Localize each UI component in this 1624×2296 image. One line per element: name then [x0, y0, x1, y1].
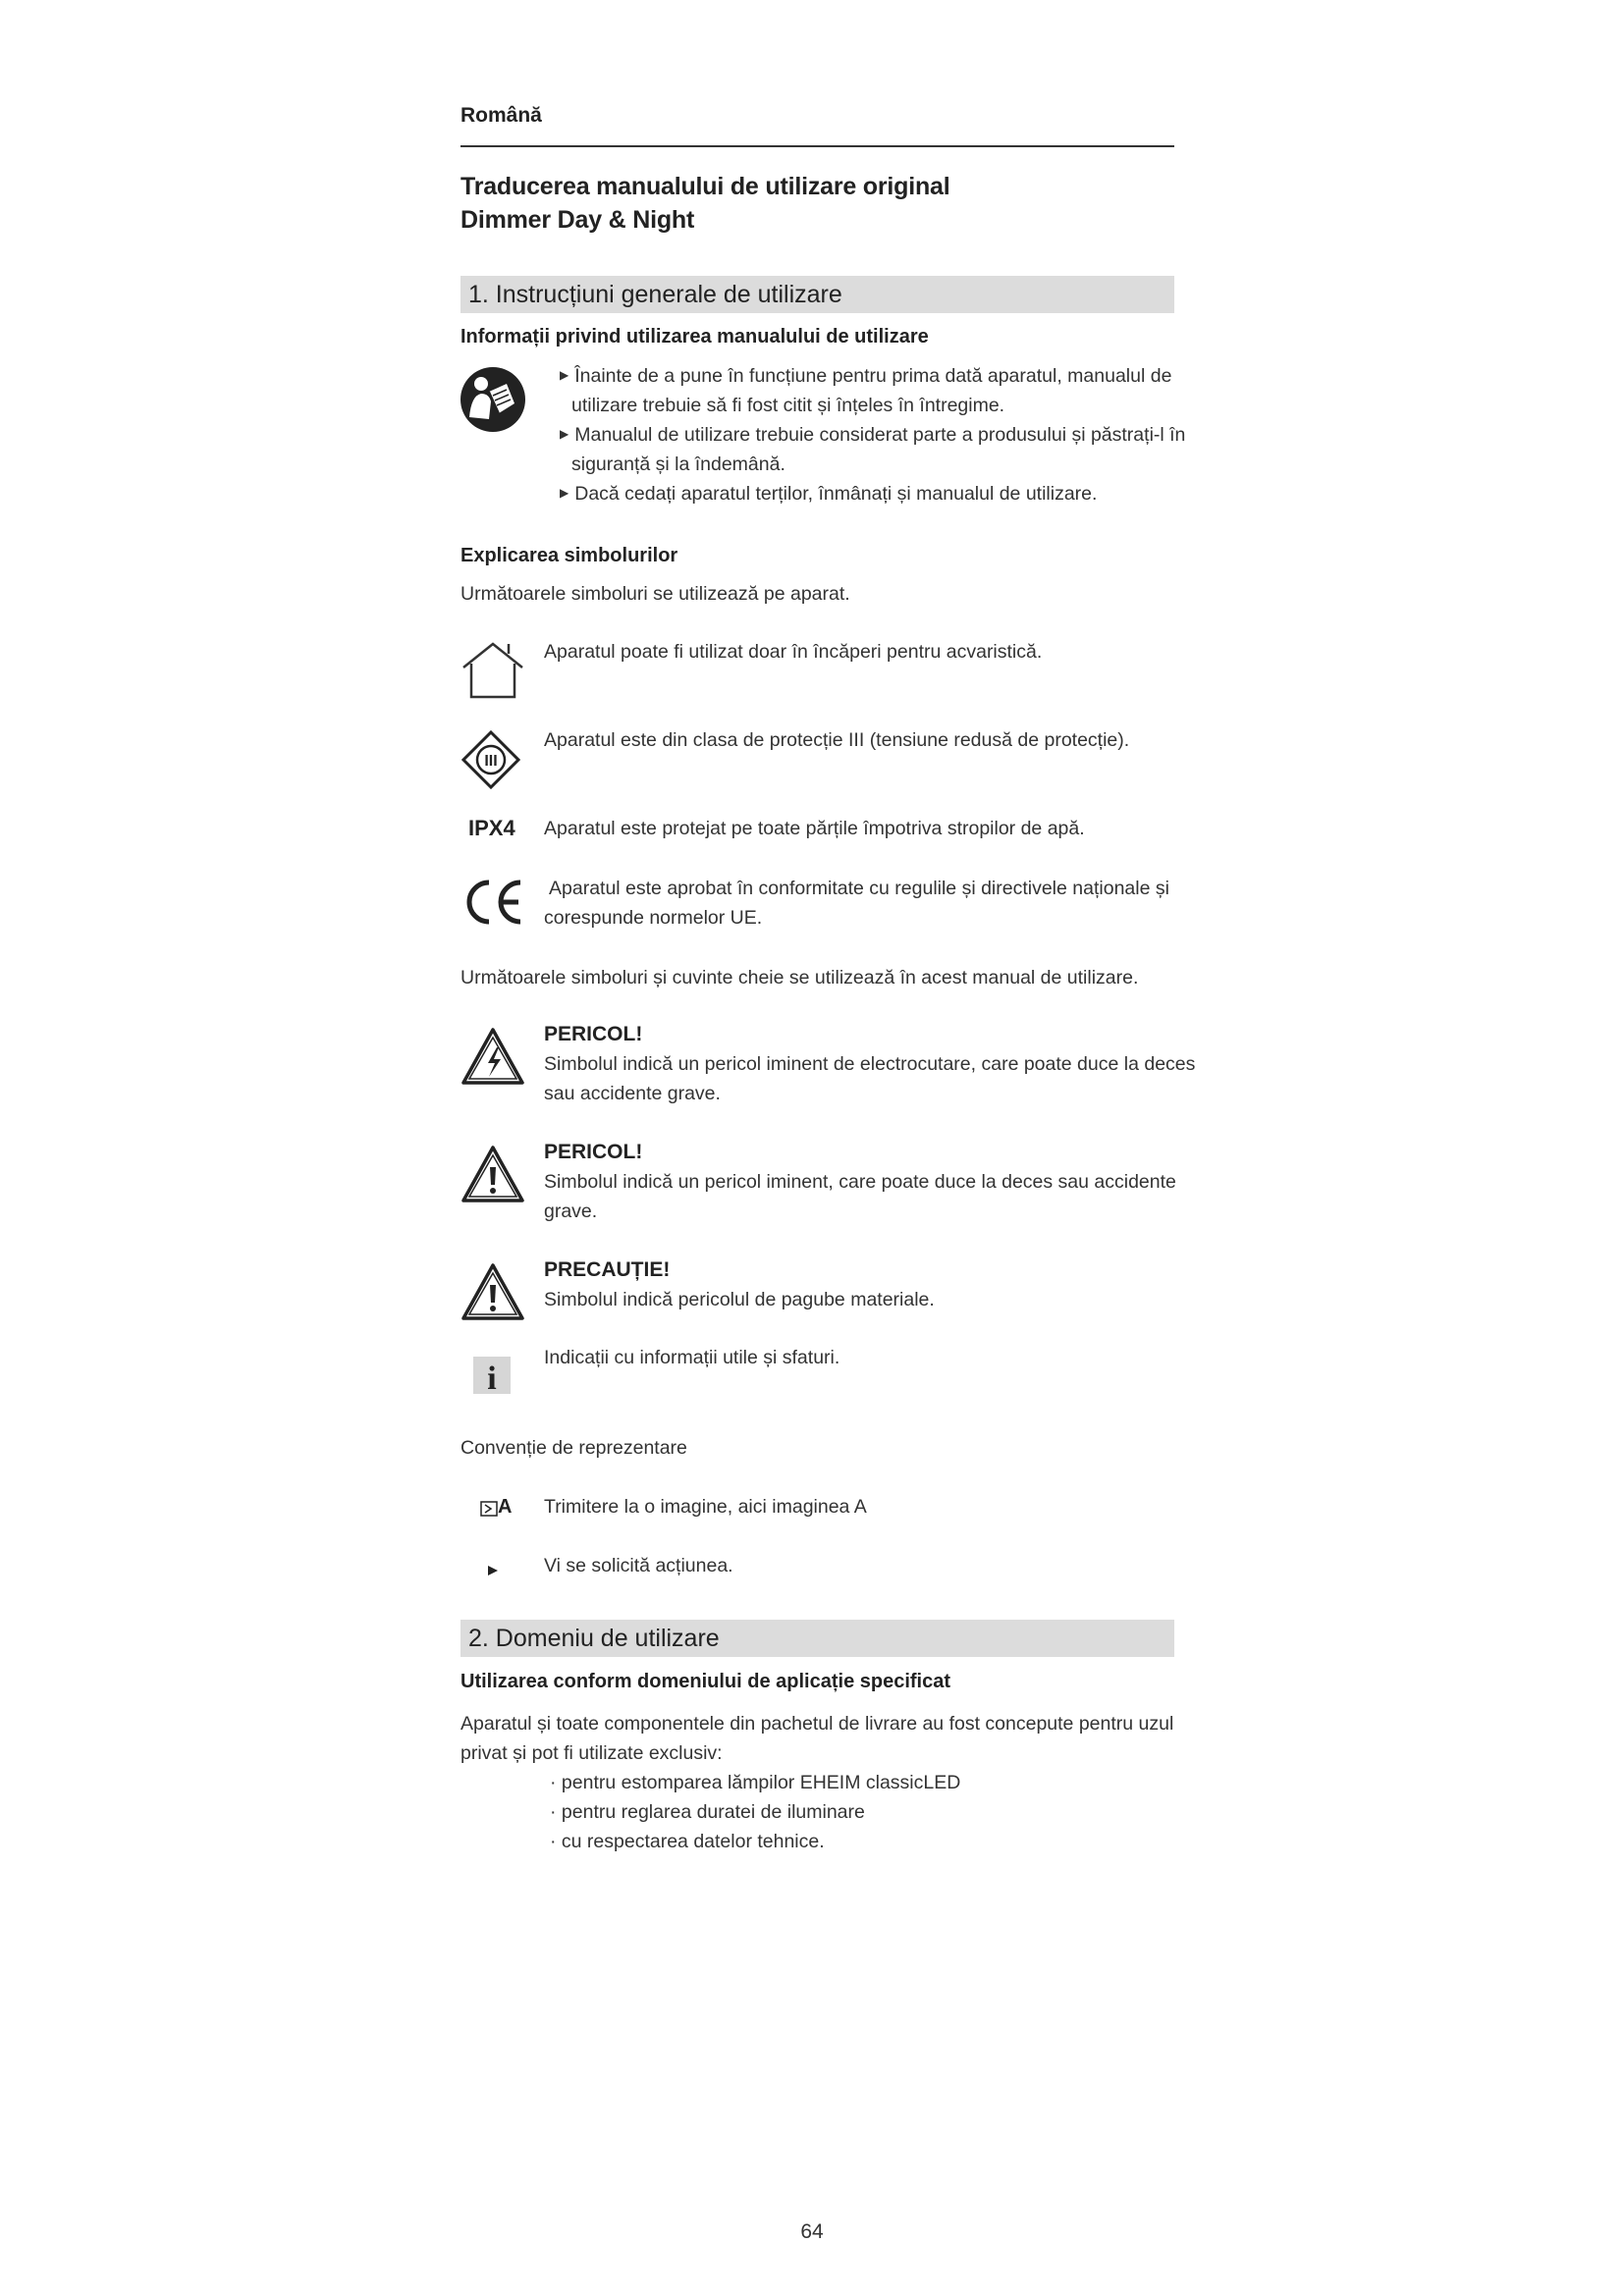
warning-text-3: Simbolul indică pericolul de pagube materiale.	[544, 1289, 935, 1310]
house-icon	[460, 640, 526, 706]
info-bullet-1-cont: utilizare trebuie să fi fost citit și înțeles în întregime.	[571, 395, 1005, 416]
section-2-paragraph-line1: Aparatul și toate componentele din pachetul de livrare au fost concepute pentru uzul	[460, 1713, 1174, 1735]
convention-text-1: Trimitere la o imagine, aici imaginea A	[544, 1496, 867, 1518]
doc-title-line1: Traducerea manualului de utilizare original	[460, 173, 950, 200]
use-item-2: · pentru reglarea duratei de iluminare	[550, 1801, 865, 1823]
ipx4-label: IPX4	[468, 816, 515, 840]
section-2-heading: 2. Domeniu de utilizare	[460, 1620, 1174, 1657]
page-number: 64	[800, 2220, 824, 2243]
bullet-arrow-icon: ▶	[560, 367, 569, 382]
section-1-heading: 1. Instrucțiuni generale de utilizare	[460, 276, 1174, 313]
device-symbol-text-3: Aparatul este protejat pe toate părțile împotriva stropilor de apă.	[544, 818, 1085, 839]
symbols-subheading: Explicarea simbolurilor	[460, 545, 678, 566]
device-symbols-intro: Următoarele simboluri se utilizează pe aparat.	[460, 583, 850, 605]
svg-text:III: III	[484, 753, 498, 770]
info-bullet-1	[560, 361, 1171, 392]
info-subheading: Informații privind utilizarea manualului de utilizare	[460, 326, 929, 347]
section-2-paragraph-line2: privat și pot fi utilizate exclusiv:	[460, 1742, 723, 1764]
doc-title-line2: Dimmer Day & Night	[460, 206, 695, 234]
info-bullet-3	[560, 479, 1097, 509]
svg-text:i: i	[487, 1361, 497, 1394]
bullet-arrow-icon: ▶	[560, 485, 569, 500]
info-icon	[473, 1357, 511, 1399]
section-2-subheading: Utilizarea conform domeniului de aplicație specificat	[460, 1671, 951, 1692]
header-divider	[460, 145, 1174, 147]
read-manual-icon	[460, 366, 526, 438]
bullet-text: Manualul de utilizare trebuie considerat parte a produsului și păstrați-l în	[574, 424, 1186, 446]
bullet-text: Dacă cedați aparatul terților, înmânați și manualul de utilizare.	[574, 483, 1098, 505]
action-arrow-icon	[487, 1564, 499, 1581]
warning-text-1: Simbolul indică un pericol iminent de electrocutare, care poate duce la deces	[544, 1053, 1196, 1075]
warning-keyword-2: PERICOL!	[544, 1141, 643, 1163]
info-note-text: Indicații cu informații utile și sfaturi.	[544, 1347, 840, 1368]
electric-hazard-icon	[460, 1026, 526, 1092]
ce-mark-icon	[461, 877, 526, 933]
info-bullet-2-cont: siguranță și la îndemână.	[571, 454, 785, 475]
bullet-text: Înainte de a pune în funcțiune pentru prima dată aparatul, manualul de	[574, 365, 1172, 387]
language-label: Română	[460, 104, 542, 127]
warning-text-2: Simbolul indică un pericol iminent, care poate duce la deces sau accidente	[544, 1171, 1176, 1193]
warning-keyword-3: PRECAUȚIE!	[544, 1258, 671, 1281]
use-item-3: · cu respectarea datelor tehnice.	[550, 1831, 825, 1852]
caution-exclamation-icon	[460, 1261, 526, 1327]
device-symbol-text-4-cont: corespunde normelor UE.	[544, 907, 763, 929]
manual-symbols-intro: Următoarele simboluri și cuvinte cheie se utilizează în acest manual de utilizare.	[460, 967, 1139, 988]
device-symbol-text-1: Aparatul poate fi utilizat doar în încăperi pentru acvaristică.	[544, 641, 1043, 663]
warning-exclamation-icon	[460, 1144, 526, 1209]
warning-keyword-1: PERICOL!	[544, 1023, 643, 1045]
bullet-arrow-icon: ▶	[560, 426, 569, 441]
convention-text-2: Vi se solicită acțiunea.	[544, 1555, 733, 1576]
figure-reference-label: A	[498, 1496, 513, 1518]
warning-text-1-cont: sau accidente grave.	[544, 1083, 721, 1104]
convention-title: Convenție de reprezentare	[460, 1437, 687, 1459]
protection-class-iii-icon	[461, 730, 520, 794]
info-bullet-2	[560, 420, 1185, 451]
use-item-1: · pentru estomparea lămpilor EHEIM classicLED	[550, 1772, 961, 1793]
warning-text-2-cont: grave.	[544, 1201, 598, 1222]
device-symbol-text-4: Aparatul este aprobat în conformitate cu regulile și directivele naționale și	[549, 878, 1169, 899]
device-symbol-text-2: Aparatul este din clasa de protecție III (tensiune redusă de protecție).	[544, 729, 1130, 751]
figure-reference-icon	[480, 1501, 498, 1522]
